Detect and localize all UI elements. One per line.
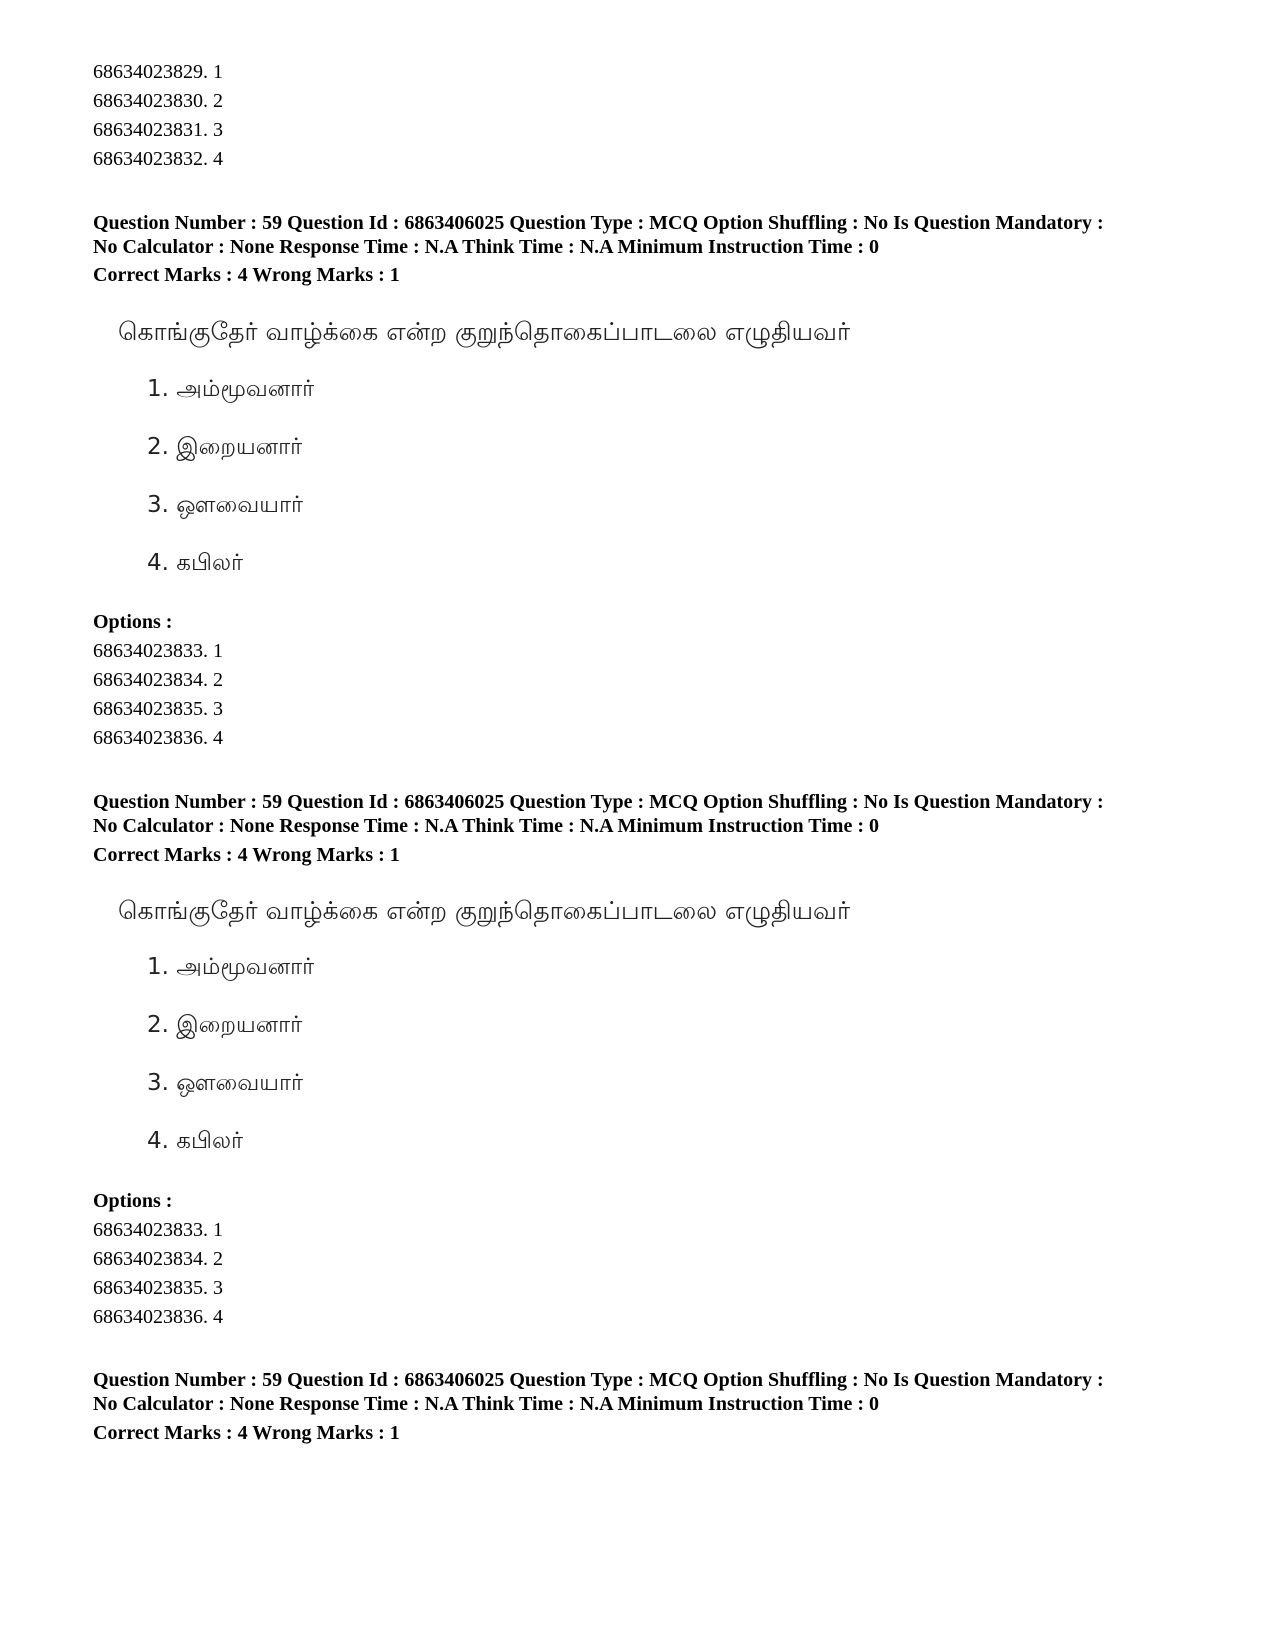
option-line: 68634023833. 1 bbox=[93, 640, 223, 662]
option-line: 68634023829. 1 bbox=[93, 61, 223, 83]
option-line: 68634023836. 4 bbox=[93, 1306, 223, 1328]
question-text: கொங்குதேர் வாழ்க்கை என்ற குறுந்தொகைப்பாடலை எழுதியவர் bbox=[118, 317, 851, 346]
answer-choice: 1. அம்மூவனார் bbox=[147, 954, 315, 980]
question-meta-line: No Calculator : None Response Time : N.A Think Time : N.A Minimum Instruction Time : 0 bbox=[93, 1393, 879, 1415]
answer-choice: 1. அம்மூவனார் bbox=[147, 376, 315, 402]
question-marks: Correct Marks : 4 Wrong Marks : 1 bbox=[93, 1422, 400, 1444]
question-meta-line: No Calculator : None Response Time : N.A Think Time : N.A Minimum Instruction Time : 0 bbox=[93, 815, 879, 837]
option-line: 68634023830. 2 bbox=[93, 90, 223, 112]
option-line: 68634023835. 3 bbox=[93, 698, 223, 720]
question-text: கொங்குதேர் வாழ்க்கை என்ற குறுந்தொகைப்பாடலை எழுதியவர் bbox=[118, 896, 851, 925]
question-marks: Correct Marks : 4 Wrong Marks : 1 bbox=[93, 844, 400, 866]
option-line: 68634023831. 3 bbox=[93, 119, 223, 141]
option-line: 68634023835. 3 bbox=[93, 1277, 223, 1299]
answer-choice: 4. கபிலர் bbox=[147, 1128, 244, 1154]
answer-choice: 3. ஔவையார் bbox=[147, 1070, 304, 1096]
question-meta-line: Question Number : 59 Question Id : 6863406025 Question Type : MCQ Option Shuffling : No Is Question Mandatory : bbox=[93, 791, 1104, 813]
option-line: 68634023834. 2 bbox=[93, 669, 223, 691]
answer-choice: 4. கபிலர் bbox=[147, 550, 244, 576]
option-line: 68634023833. 1 bbox=[93, 1219, 223, 1241]
options-label: Options : bbox=[93, 1190, 173, 1212]
answer-choice: 3. ஔவையார் bbox=[147, 492, 304, 518]
option-line: 68634023832. 4 bbox=[93, 148, 223, 170]
question-meta-line: Question Number : 59 Question Id : 6863406025 Question Type : MCQ Option Shuffling : No Is Question Mandatory : bbox=[93, 212, 1104, 234]
question-marks: Correct Marks : 4 Wrong Marks : 1 bbox=[93, 264, 400, 286]
question-meta-line: No Calculator : None Response Time : N.A Think Time : N.A Minimum Instruction Time : 0 bbox=[93, 236, 879, 258]
question-meta-line: Question Number : 59 Question Id : 6863406025 Question Type : MCQ Option Shuffling : No Is Question Mandatory : bbox=[93, 1369, 1104, 1391]
answer-choice: 2. இறையனார் bbox=[147, 1012, 303, 1038]
option-line: 68634023836. 4 bbox=[93, 727, 223, 749]
options-label: Options : bbox=[93, 611, 173, 633]
option-line: 68634023834. 2 bbox=[93, 1248, 223, 1270]
answer-choice: 2. இறையனார் bbox=[147, 434, 303, 460]
